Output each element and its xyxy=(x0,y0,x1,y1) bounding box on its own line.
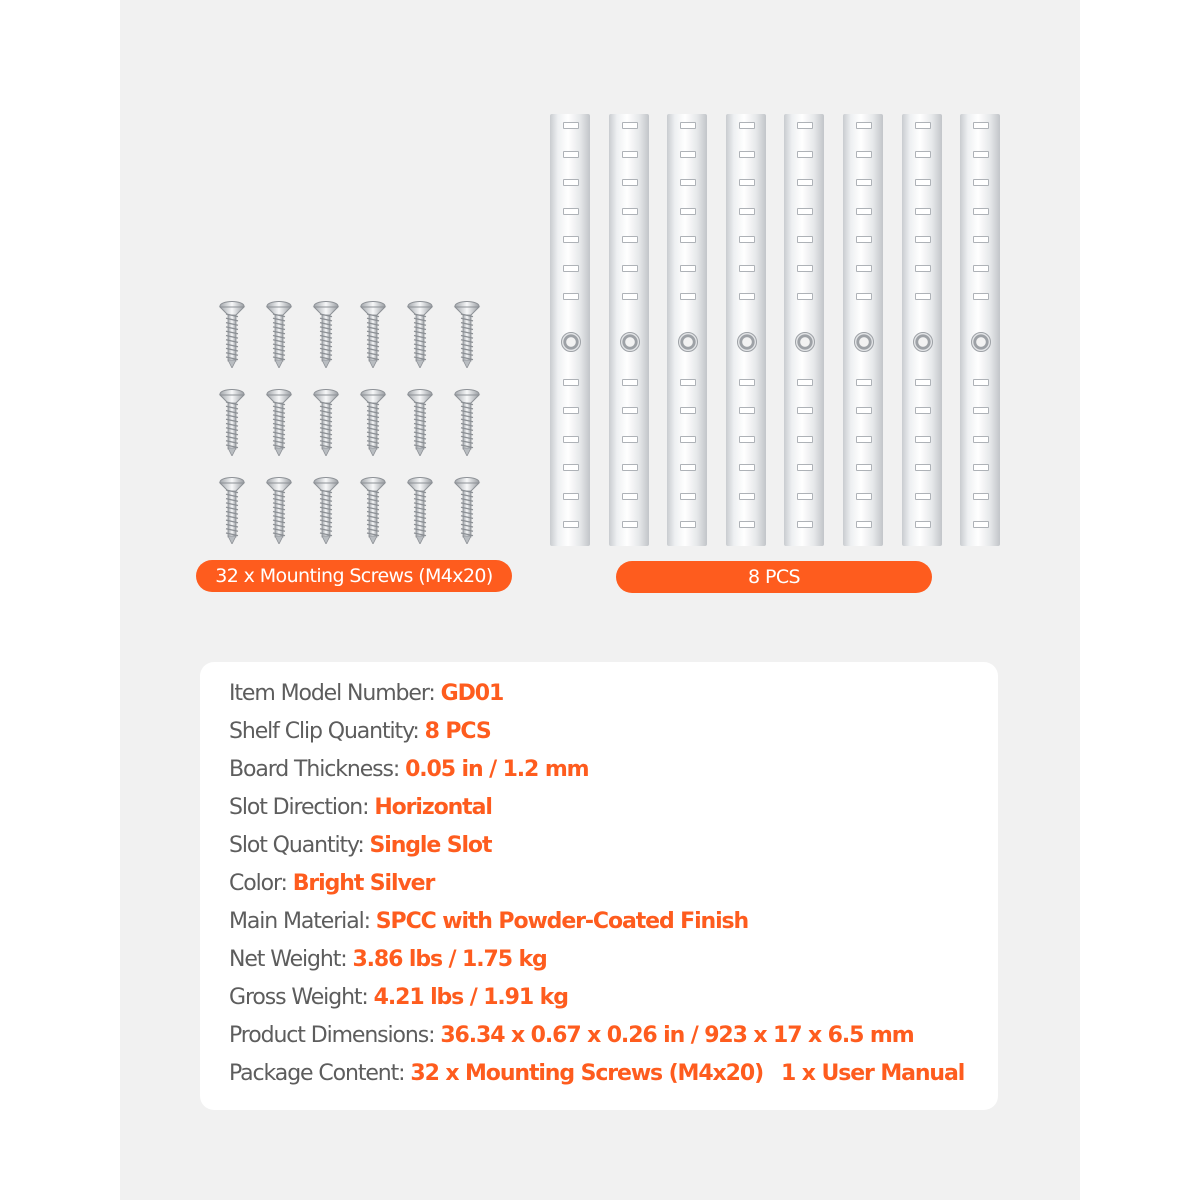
shelf-strip-icon xyxy=(550,114,590,546)
spec-value: Single Slot xyxy=(369,833,492,858)
spec-row-clip-quantity xyxy=(229,713,964,751)
screw-icon xyxy=(264,388,294,456)
screw-icon xyxy=(311,476,341,544)
strip-slot xyxy=(915,493,931,500)
spec-label: Net Weight: xyxy=(229,947,353,972)
strip-slot xyxy=(739,208,755,215)
strip-slot xyxy=(563,379,579,386)
spec-row-package-content xyxy=(229,1055,964,1093)
strip-slot xyxy=(622,179,638,186)
strip-slot xyxy=(973,208,989,215)
strip-slot xyxy=(915,379,931,386)
screw-icon xyxy=(264,300,294,368)
strip-slot xyxy=(797,122,813,129)
spec-row-main-material xyxy=(229,903,964,941)
strip-slot xyxy=(563,436,579,443)
strip-slot xyxy=(680,179,696,186)
strip-slot xyxy=(622,208,638,215)
spec-row-slot-quantity xyxy=(229,827,964,865)
strip-slot xyxy=(797,464,813,471)
shelf-strip-icon xyxy=(784,114,824,546)
shelf-strip-icon xyxy=(902,114,942,546)
screw-icon xyxy=(405,476,435,544)
strip-slot xyxy=(680,265,696,272)
screw-icon xyxy=(217,476,247,544)
spec-value: Horizontal xyxy=(374,795,492,820)
screw-icon xyxy=(311,388,341,456)
spec-row-model-number xyxy=(229,675,964,713)
spec-value: 3.86 lbs / 1.75 kg xyxy=(352,947,547,972)
spec-label: Package Content: xyxy=(229,1061,411,1086)
spec-value: 8 PCS xyxy=(424,719,491,744)
strip-slot xyxy=(622,293,638,300)
strip-slot xyxy=(856,151,872,158)
strip-slot xyxy=(622,436,638,443)
strip-slot xyxy=(915,236,931,243)
screw-icon xyxy=(311,300,341,368)
screw-icon xyxy=(452,476,482,544)
strip-slot xyxy=(797,379,813,386)
strip-slot xyxy=(680,521,696,528)
mounting-hole-icon xyxy=(795,332,815,352)
spec-label: Board Thickness: xyxy=(229,757,406,782)
strip-slot xyxy=(856,293,872,300)
mounting-hole-icon xyxy=(620,332,640,352)
strip-slot xyxy=(563,464,579,471)
screw-icon xyxy=(264,476,294,544)
strip-slot xyxy=(563,208,579,215)
strip-slot xyxy=(680,464,696,471)
mounting-hole-icon xyxy=(854,332,874,352)
strip-slot xyxy=(915,464,931,471)
strip-slot xyxy=(739,179,755,186)
strip-slot xyxy=(973,464,989,471)
spec-label: Color: xyxy=(229,871,293,896)
strip-slot xyxy=(680,236,696,243)
strip-slot xyxy=(563,122,579,129)
shelf-strips-illustration xyxy=(544,114,1010,548)
strip-slot xyxy=(680,293,696,300)
strip-slot xyxy=(797,179,813,186)
strip-slot xyxy=(915,293,931,300)
spec-label: Slot Quantity: xyxy=(229,833,370,858)
strip-slot xyxy=(856,464,872,471)
mounting-hole-icon xyxy=(913,332,933,352)
strip-slot xyxy=(797,493,813,500)
strip-slot xyxy=(973,379,989,386)
shelf-strip-icon xyxy=(667,114,707,546)
strip-slot xyxy=(622,236,638,243)
strip-slot xyxy=(680,493,696,500)
spec-row-slot-direction xyxy=(229,789,964,827)
spec-value: 36.34 x 0.67 x 0.26 in / 923 x 17 x 6.5 mm xyxy=(440,1023,914,1048)
mounting-hole-icon xyxy=(971,332,991,352)
strip-slot xyxy=(622,265,638,272)
strip-slot xyxy=(973,436,989,443)
strip-slot xyxy=(915,208,931,215)
strip-slot xyxy=(915,151,931,158)
spec-row-gross-weight xyxy=(229,979,964,1017)
spec-row-net-weight xyxy=(229,941,964,979)
spec-value: 4.21 lbs / 1.91 kg xyxy=(373,985,568,1010)
spec-value: 32 x Mounting Screws (M4x20) xyxy=(410,1061,764,1086)
strip-slot xyxy=(563,151,579,158)
strip-slot xyxy=(797,151,813,158)
strip-slot xyxy=(563,236,579,243)
strip-slot xyxy=(680,151,696,158)
screw-icon xyxy=(217,300,247,368)
screw-icon xyxy=(217,388,247,456)
spec-label: Product Dimensions: xyxy=(229,1023,441,1048)
strip-slot xyxy=(622,521,638,528)
strip-slot xyxy=(973,151,989,158)
strip-slot xyxy=(856,379,872,386)
strip-slot xyxy=(915,407,931,414)
strip-slot xyxy=(915,436,931,443)
strip-slot xyxy=(739,151,755,158)
spec-value: SPCC with Powder-Coated Finish xyxy=(375,909,749,934)
strip-slot xyxy=(856,208,872,215)
strip-slot xyxy=(973,521,989,528)
spec-row-board-thickness xyxy=(229,751,964,789)
strip-slot xyxy=(797,293,813,300)
screw-icon xyxy=(358,388,388,456)
strip-slot xyxy=(739,293,755,300)
strip-slot xyxy=(680,407,696,414)
strip-slot xyxy=(856,436,872,443)
strip-slot xyxy=(739,265,755,272)
strip-slot xyxy=(563,265,579,272)
strip-slot xyxy=(797,208,813,215)
shelf-strip-icon xyxy=(726,114,766,546)
spec-value: GD01 xyxy=(440,681,504,706)
spec-label: Main Material: xyxy=(229,909,376,934)
strip-slot xyxy=(622,464,638,471)
screw-icon xyxy=(405,300,435,368)
strip-slot xyxy=(973,293,989,300)
strip-slot xyxy=(739,236,755,243)
screws-label-pill: 32 x Mounting Screws (M4x20) xyxy=(196,560,512,592)
strip-slot xyxy=(856,521,872,528)
shelf-strip-icon xyxy=(609,114,649,546)
strip-slot xyxy=(622,151,638,158)
shelf-strip-icon xyxy=(843,114,883,546)
strip-slot xyxy=(973,407,989,414)
strip-slot xyxy=(739,521,755,528)
strip-slot xyxy=(797,407,813,414)
screw-icon xyxy=(358,300,388,368)
strip-slot xyxy=(622,407,638,414)
mounting-hole-icon xyxy=(678,332,698,352)
strip-slot xyxy=(856,493,872,500)
strip-slot xyxy=(856,265,872,272)
strip-slot xyxy=(856,407,872,414)
strip-slot xyxy=(622,379,638,386)
strip-slot xyxy=(680,208,696,215)
spec-label: Slot Direction: xyxy=(229,795,375,820)
strip-slot xyxy=(797,436,813,443)
strip-slot xyxy=(973,493,989,500)
strip-slot xyxy=(739,493,755,500)
screw-icon xyxy=(452,388,482,456)
screw-icon xyxy=(452,300,482,368)
strip-slot xyxy=(915,265,931,272)
strip-slot xyxy=(563,521,579,528)
strip-slot xyxy=(563,293,579,300)
strip-slot xyxy=(856,236,872,243)
strip-slot xyxy=(973,179,989,186)
strip-slot xyxy=(563,179,579,186)
spec-label: Item Model Number: xyxy=(229,681,441,706)
spec-value: 0.05 in / 1.2 mm xyxy=(405,757,589,782)
screw-icon xyxy=(405,388,435,456)
strip-slot xyxy=(739,464,755,471)
screws-illustration xyxy=(205,296,495,546)
spec-value: Bright Silver xyxy=(292,871,435,896)
strip-slot xyxy=(622,493,638,500)
strip-slot xyxy=(739,122,755,129)
strip-slot xyxy=(797,521,813,528)
spec-row-color xyxy=(229,865,964,903)
strip-slot xyxy=(739,407,755,414)
strip-slot xyxy=(739,436,755,443)
spec-label: Gross Weight: xyxy=(229,985,374,1010)
strip-slot xyxy=(563,493,579,500)
strip-slot xyxy=(680,379,696,386)
strip-slot xyxy=(563,407,579,414)
strip-slot xyxy=(973,265,989,272)
strip-slot xyxy=(797,236,813,243)
strip-slot xyxy=(915,122,931,129)
mounting-hole-icon xyxy=(737,332,757,352)
strip-slot xyxy=(680,122,696,129)
strip-slot xyxy=(856,179,872,186)
strip-slot xyxy=(739,379,755,386)
screw-icon xyxy=(358,476,388,544)
strip-slot xyxy=(973,122,989,129)
spec-label: Shelf Clip Quantity: xyxy=(229,719,425,744)
strip-slot xyxy=(915,179,931,186)
strips-label-pill: 8 PCS xyxy=(616,561,932,593)
spec-row-dimensions xyxy=(229,1017,964,1055)
shelf-strip-icon xyxy=(960,114,1000,546)
spec-list xyxy=(229,675,964,1093)
strip-slot xyxy=(680,436,696,443)
strip-slot xyxy=(856,122,872,129)
strip-slot xyxy=(797,265,813,272)
specifications-card xyxy=(200,662,998,1110)
strip-slot xyxy=(915,521,931,528)
spec-value-manual: 1 x User Manual xyxy=(781,1061,965,1086)
strip-slot xyxy=(622,122,638,129)
strip-slot xyxy=(973,236,989,243)
mounting-hole-icon xyxy=(561,332,581,352)
